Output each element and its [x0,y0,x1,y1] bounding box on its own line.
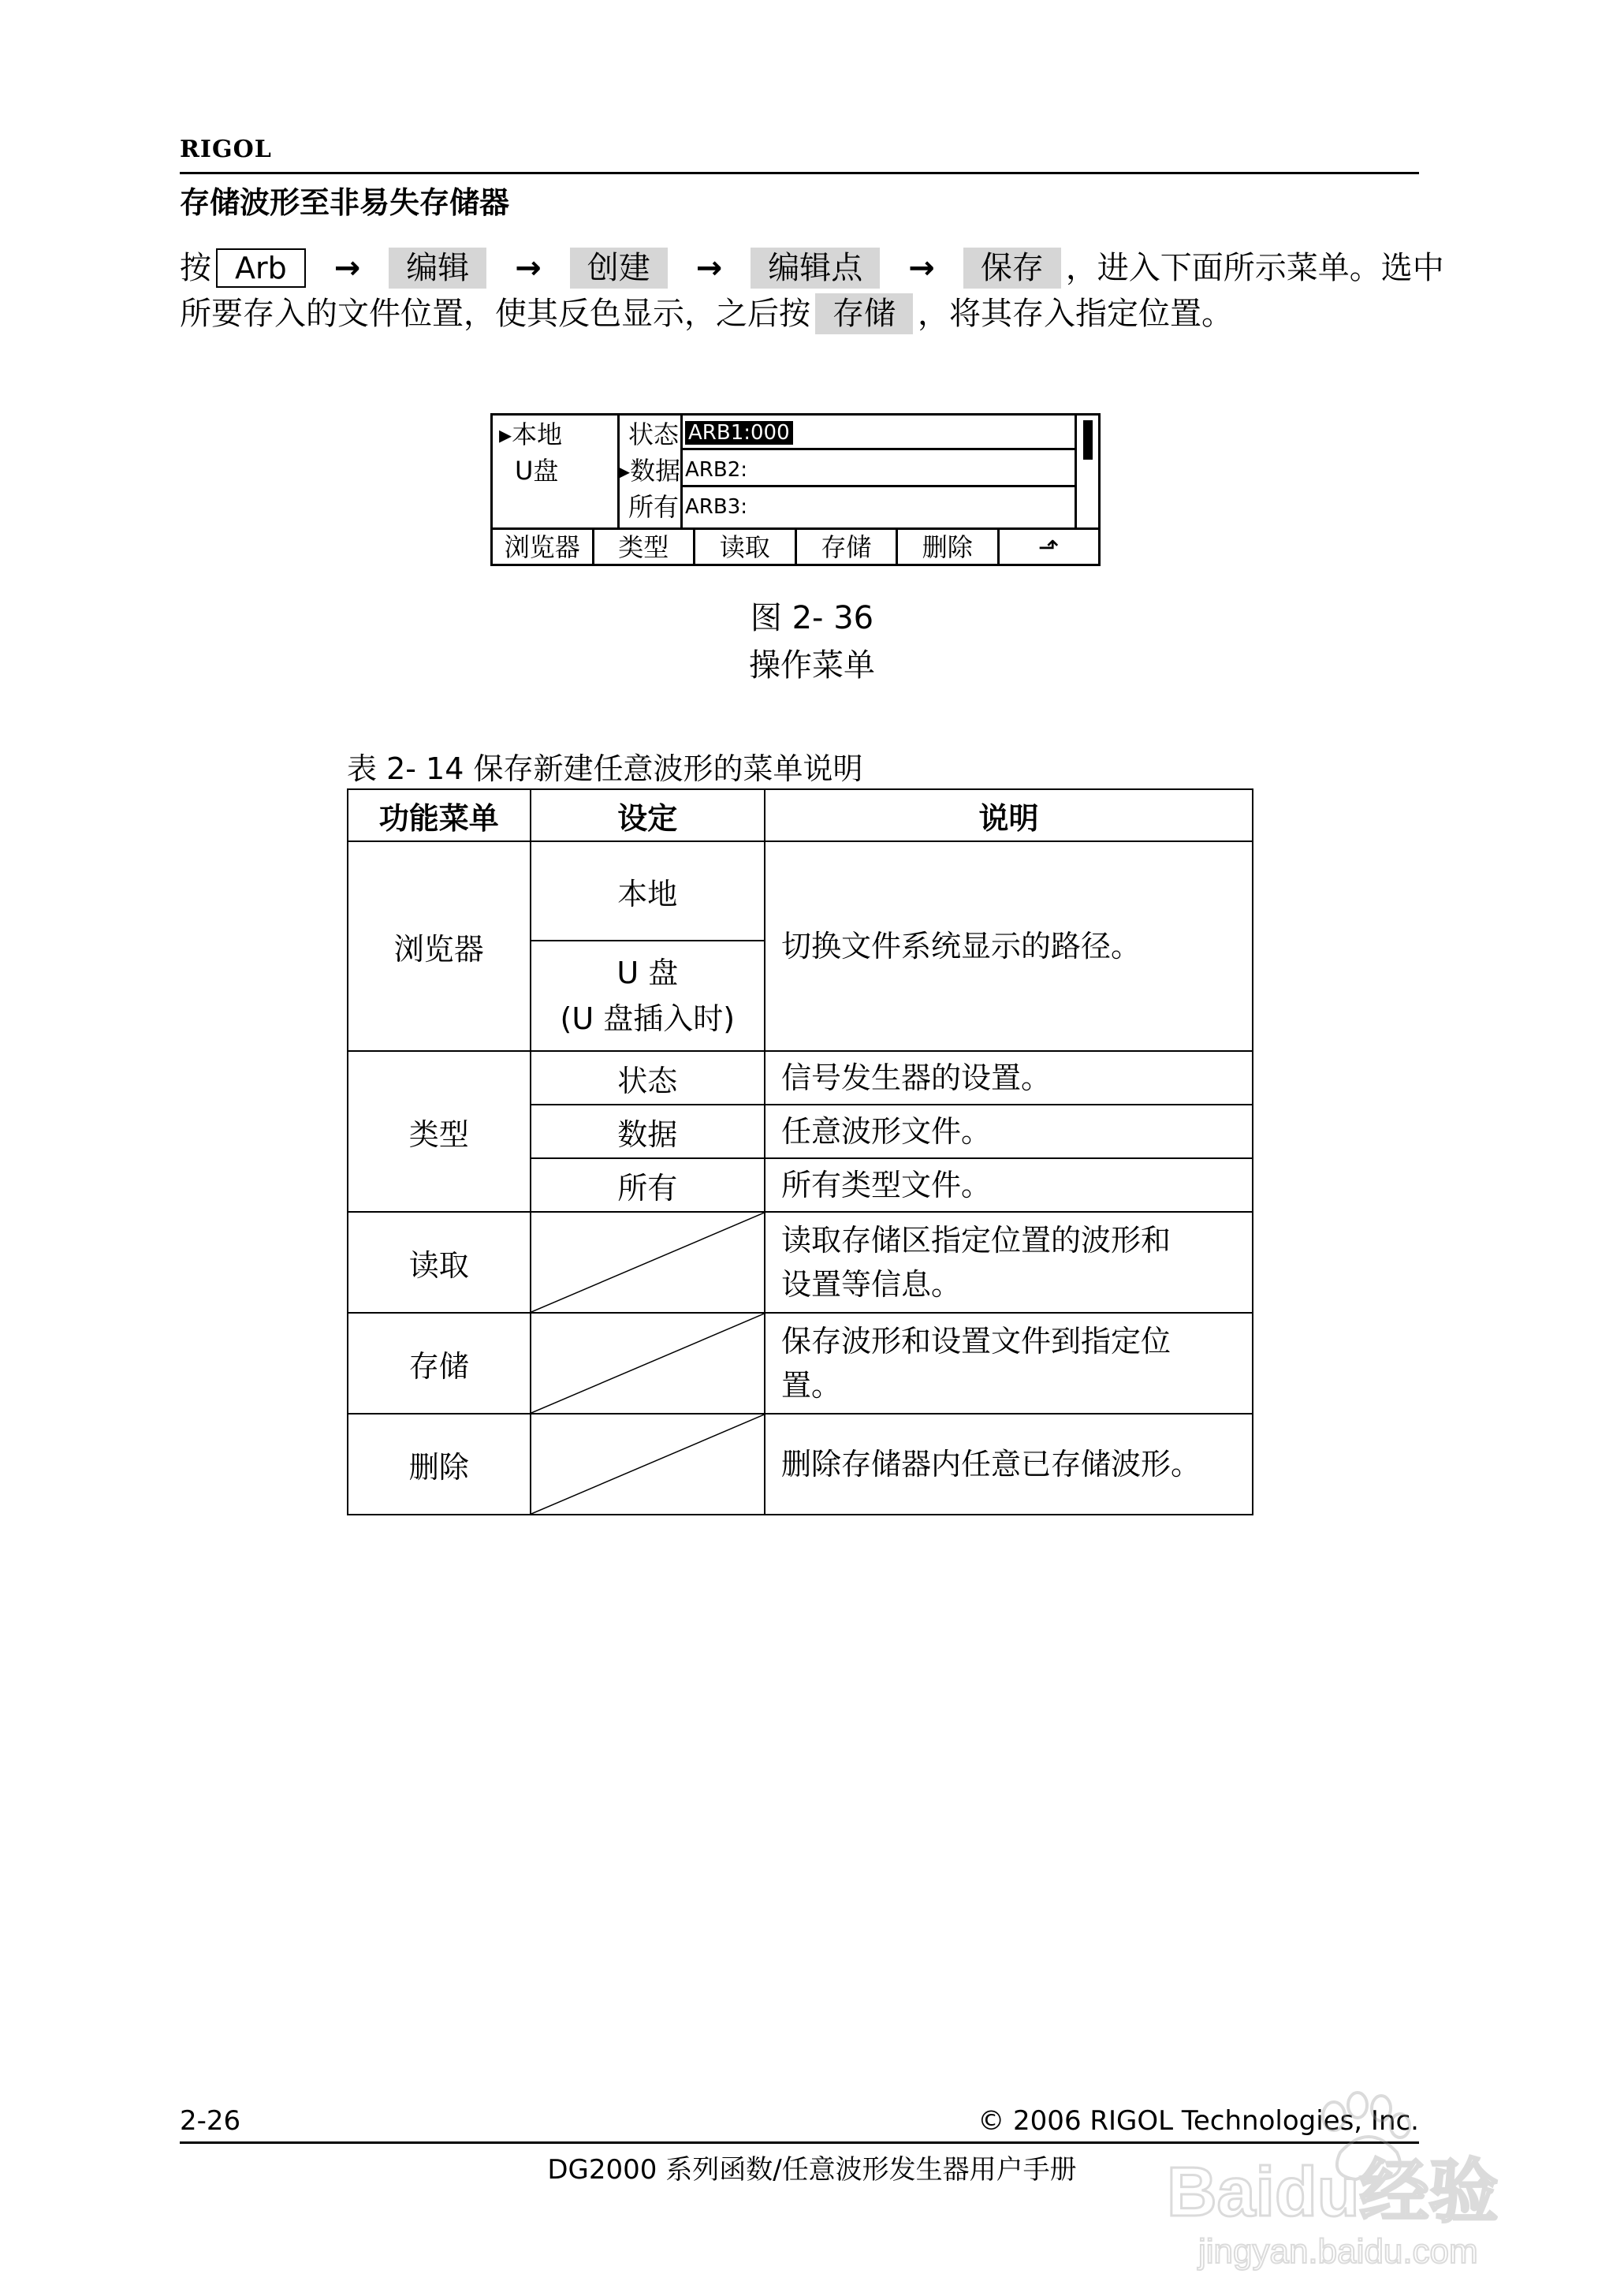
description-cell [765,1212,1253,1313]
table-row [348,1051,1253,1105]
table-header-row [348,789,1253,841]
lcd-type-label: 数据 [630,456,681,486]
watermark-url: jingyan.baidu.com [1198,2232,1478,2271]
watermark-logo-text: Baidu经验 [1167,2152,1499,2231]
menu-description-table [347,788,1253,1515]
lcd-file-slot [680,490,1075,524]
lcd-type-label: 状态 [628,419,680,449]
header-rule [180,172,1419,174]
softkey-store: 存储 [815,293,913,334]
arrow-icon: → [695,250,723,286]
lcd-menu-screenshot [490,413,1101,566]
table-header: 设定 [531,789,765,841]
lcd-softkey-type: 类型 [594,530,696,566]
lcd-type-item-all [628,490,679,524]
description-cell: 任意波形文件。 [765,1105,1253,1158]
return-icon: ⬏ [1037,532,1060,562]
baidu-watermark [1151,2082,1561,2279]
softkey-create: 创建 [570,248,668,289]
copyright: © 2006 RIGOL Technologies, Inc. [978,2105,1419,2137]
manual-title: DG2000 系列函数/任意波形发生器用户手册 [547,2154,1077,2186]
arrow-icon: → [515,250,542,286]
section-title: 存储波形至非易失存储器 [180,185,510,220]
lcd-softkey-store: 存储 [797,530,899,566]
description-cell: 信号发生器的设置。 [765,1051,1253,1105]
empty-setting-cell [531,1313,765,1414]
softkey-edit-points: 编辑点 [751,248,880,289]
lcd-browser-column [493,416,620,527]
lcd-file-name: ARB1:000 [685,421,793,445]
lcd-browser-item-local [499,417,562,452]
selected-marker-icon: ▸ [499,419,512,449]
lcd-type-item-data [617,453,680,488]
description-cell: 所有类型文件。 [765,1158,1253,1212]
softkey-save: 保存 [963,248,1061,289]
setting-cell: 状态 [531,1051,765,1105]
empty-setting-cell [531,1414,765,1515]
table-header: 功能菜单 [348,789,531,841]
figure-name: 操作菜单 [749,647,875,684]
arrow-icon: → [908,250,935,286]
table-row [348,1313,1253,1414]
arb-key: Arb [216,248,306,288]
lcd-scroll-thumb [1083,420,1093,460]
menu-cell: 浏览器 [348,841,531,1051]
page-number: 2-26 [180,2105,241,2137]
setting-line: U 盘 [616,956,679,990]
table-caption: 表 2- 14 保存新建任意波形的菜单说明 [347,751,863,786]
figure-number: 图 2- 36 [750,600,874,636]
table-row [348,1212,1253,1313]
setting-cell: 所有 [531,1158,765,1212]
instruction-line-2 [180,290,1233,337]
lcd-softkey-delete: 删除 [898,530,1000,566]
lcd-file-list [680,416,1075,527]
menu-cell: 存储 [348,1313,531,1414]
softkey-edit: 编辑 [389,248,486,289]
setting-line: (U 盘插入时) [560,1001,736,1036]
lcd-browser-label: U盘 [515,456,559,486]
setting-cell: 数据 [531,1105,765,1158]
lcd-browser-item-usb [515,453,558,488]
lcd-softkey-read: 读取 [695,530,797,566]
instruction-text: ，将其存入指定位置。 [918,296,1233,332]
lcd-browser-label: 本地 [512,419,563,449]
table-row [348,1414,1253,1515]
description-line: 保存波形和设置文件到指定位 [781,1324,1171,1359]
instruction-line-1 [180,244,1444,292]
lcd-file-name: ARB3: [685,495,747,519]
menu-cell: 读取 [348,1212,531,1313]
arrow-icon: → [333,250,361,286]
table-header: 说明 [765,789,1253,841]
empty-setting-cell [531,1212,765,1313]
menu-cell: 类型 [348,1051,531,1212]
table-row [348,841,1253,941]
menu-cell: 删除 [348,1414,531,1515]
setting-cell: 本地 [531,841,765,941]
instruction-text: 所要存入的文件位置，使其反色显示，之后按 [180,296,810,332]
diagonal-line [531,1414,764,1514]
lcd-scrollbar [1075,416,1101,527]
lcd-type-column [617,416,683,527]
instruction-text: ，进入下面所示菜单。选中 [1065,250,1444,286]
setting-cell [531,941,765,1051]
paw-logo-icon [1151,2082,1561,2279]
diagonal-line [531,1213,764,1312]
description-cell: 删除存储器内任意已存储波形。 [765,1414,1253,1515]
description-cell: 切换文件系统显示的路径。 [765,841,1253,1051]
lcd-file-slot [680,453,1075,487]
lcd-file-name: ARB2: [685,458,747,482]
lcd-type-item-state [628,417,679,452]
description-line: 设置等信息。 [781,1267,962,1302]
lcd-softkey-browser: 浏览器 [493,530,594,566]
press-text: 按 [180,250,211,286]
lcd-file-slot [680,416,1075,450]
description-cell [765,1313,1253,1414]
selected-marker-icon: ▸ [617,456,631,486]
diagonal-line [531,1314,764,1413]
lcd-softkey-bar [493,527,1098,566]
brand-header: RIGOL [180,136,272,163]
description-line: 置。 [781,1368,842,1403]
lcd-type-label: 所有 [628,492,680,522]
description-line: 读取存储区指定位置的波形和 [781,1223,1171,1258]
